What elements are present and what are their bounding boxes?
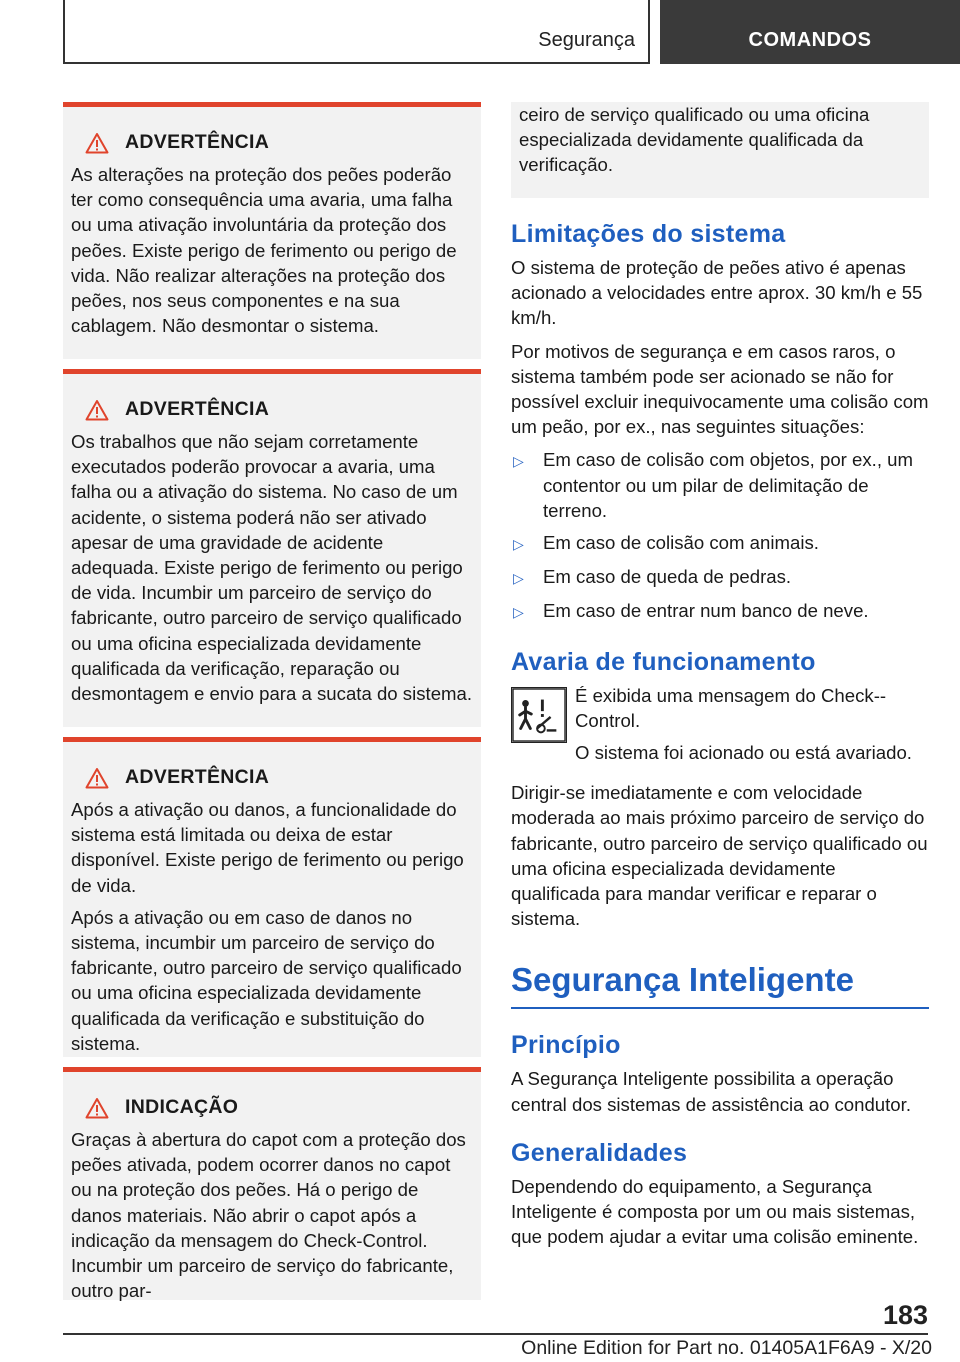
warning-box <box>63 102 481 359</box>
warning-text: Após a ativação ou em caso de danos no sistema, incumbir um parceiro de serviço do fabricante, outro parceiro de serviço qualificado ou uma oficina especializada devidamente qualificada da verificação e substituição do sistema. <box>71 906 462 1054</box>
warning-triangle-icon <box>85 132 109 154</box>
notice-header <box>85 1096 473 1119</box>
list-item <box>511 447 929 523</box>
list-item-text: Em caso de colisão com animais. <box>543 532 819 554</box>
limits-paragraph-2: Por motivos de segurança e em casos raros, o sistema também pode ser acionado se não for possível excluir inequivocamente uma colisão com um peão, por ex., nas seguintes situações: <box>511 340 929 438</box>
notice-continuation-box <box>511 102 929 198</box>
warning-text: Após a ativação ou danos, a funcionalidade do sistema está limitada ou deixa de estar disponível. Existe perigo de ferimento ou perigo de vida. <box>71 799 464 896</box>
page-number: 183 <box>882 1300 928 1330</box>
footer-edition: Online Edition for Part no. 01405A1F6A9 - X/20 <box>521 1337 932 1359</box>
warning-triangle-icon <box>85 767 109 789</box>
heading-system-limits: Limitações do sistema <box>511 220 786 248</box>
warning-header <box>85 766 473 789</box>
heading-malfunction: Avaria de funcionamento <box>511 647 816 676</box>
check-control-message: É exibida uma mensagem do Check--Control. <box>575 684 887 731</box>
warning-title: ADVERTÊNCIA <box>125 131 270 153</box>
header-left-rule <box>63 0 65 64</box>
notice-continuation-text: ceiro de serviço qualificado ou uma oficina especializada devidamente qualificada da verificação. <box>519 104 870 176</box>
left-column <box>63 102 481 1310</box>
heading-intelligent-safety: Segurança Inteligente <box>511 961 929 1009</box>
warning-text: Os trabalhos que não sejam corretamente executados poderão provocar a avaria, uma falha ou a ativação do sistema. No caso de um acidente, o sistema poderá não ser ativado apesar de uma gravidade de acidente adequada. Existe perigo de ferimento ou perigo de vida. Incumbir um parceiro de serviço do fabricante, outro parceiro de serviço qualificado ou uma oficina especializada devidamente qualificada da verificação, reparação ou desmontagem e envio para a sucata do sistema. <box>71 431 473 705</box>
header-underline <box>63 62 650 64</box>
check-control-status: O sistema foi acionado ou está avariado. <box>575 742 912 764</box>
footer-rule <box>63 1333 928 1335</box>
triangle-bullet-icon: ▷ <box>513 570 524 587</box>
limits-bullet-list <box>511 447 929 625</box>
list-item <box>511 598 929 625</box>
header-chapter-tab: COMANDOS <box>660 0 960 64</box>
warning-text: As alterações na proteção dos peões poderão ter como consequência uma avaria, uma falha ou uma ativação involuntária da proteção dos peões. Existe perigo de ferimento ou perigo de vida. Não realizar alterações na proteção dos peões, nos seus componentes e na sua cablagem. Não desmontar o sistema. <box>71 164 457 337</box>
header-section-title: Segurança <box>538 29 635 51</box>
triangle-bullet-icon: ▷ <box>513 604 524 621</box>
list-item-text: Em caso de colisão com objetos, por ex., um contentor ou um pilar de delimitação de terreno. <box>543 449 913 521</box>
list-item-text: Em caso de entrar num banco de neve. <box>543 600 869 622</box>
warning-header <box>85 398 473 421</box>
warning-box <box>63 369 481 727</box>
limits-paragraph-1: O sistema de proteção de peões ativo é apenas acionado a velocidades entre aprox. 30 km/h e 55 km/h. <box>511 257 923 329</box>
warning-title: ADVERTÊNCIA <box>125 398 270 420</box>
notice-box <box>63 1067 481 1300</box>
malfunction-paragraph: Dirigir-se imediatamente e com velocidade moderada ao mais próximo parceiro de serviço do fabricante, outro parceiro de serviço qualificado ou uma oficina especializada devidamente qualificada para mandar verificar e reparar o sistema. <box>511 782 928 930</box>
right-column <box>511 102 929 1257</box>
notice-title: INDICAÇÃO <box>125 1096 239 1118</box>
notice-text: Graças à abertura do capot com a proteção dos peões ativada, podem ocorrer danos no capot ou na proteção dos peões. Há o perigo de danos materiais. Não abrir o capot após a indicação da mensagem do Check-Control. Incumbir um parceiro de serviço do fabricante, outro par- <box>71 1129 466 1302</box>
list-item-text: Em caso de queda de pedras. <box>543 566 792 588</box>
triangle-bullet-icon: ▷ <box>513 536 524 553</box>
warning-header <box>85 131 473 154</box>
triangle-bullet-icon: ▷ <box>513 453 524 470</box>
pedestrian-protection-icon <box>511 687 567 743</box>
list-item <box>511 564 929 591</box>
warning-triangle-icon <box>85 399 109 421</box>
general-paragraph: Dependendo do equipamento, a Segurança Inteligente é composta por um ou mais sistemas, que podem ajudar a evitar uma colisão eminente. <box>511 1175 919 1248</box>
header-right-rule <box>648 0 650 64</box>
check-control-row <box>511 683 929 773</box>
warning-box <box>63 737 481 1057</box>
heading-general: Generalidades <box>511 1138 688 1167</box>
principle-paragraph: A Segurança Inteligente possibilita a operação central dos sistemas de assistência ao condutor. <box>511 1068 911 1115</box>
heading-principle: Princípio <box>511 1031 621 1060</box>
warning-triangle-icon <box>85 1097 109 1119</box>
warning-title: ADVERTÊNCIA <box>125 766 270 788</box>
list-item <box>511 530 929 557</box>
